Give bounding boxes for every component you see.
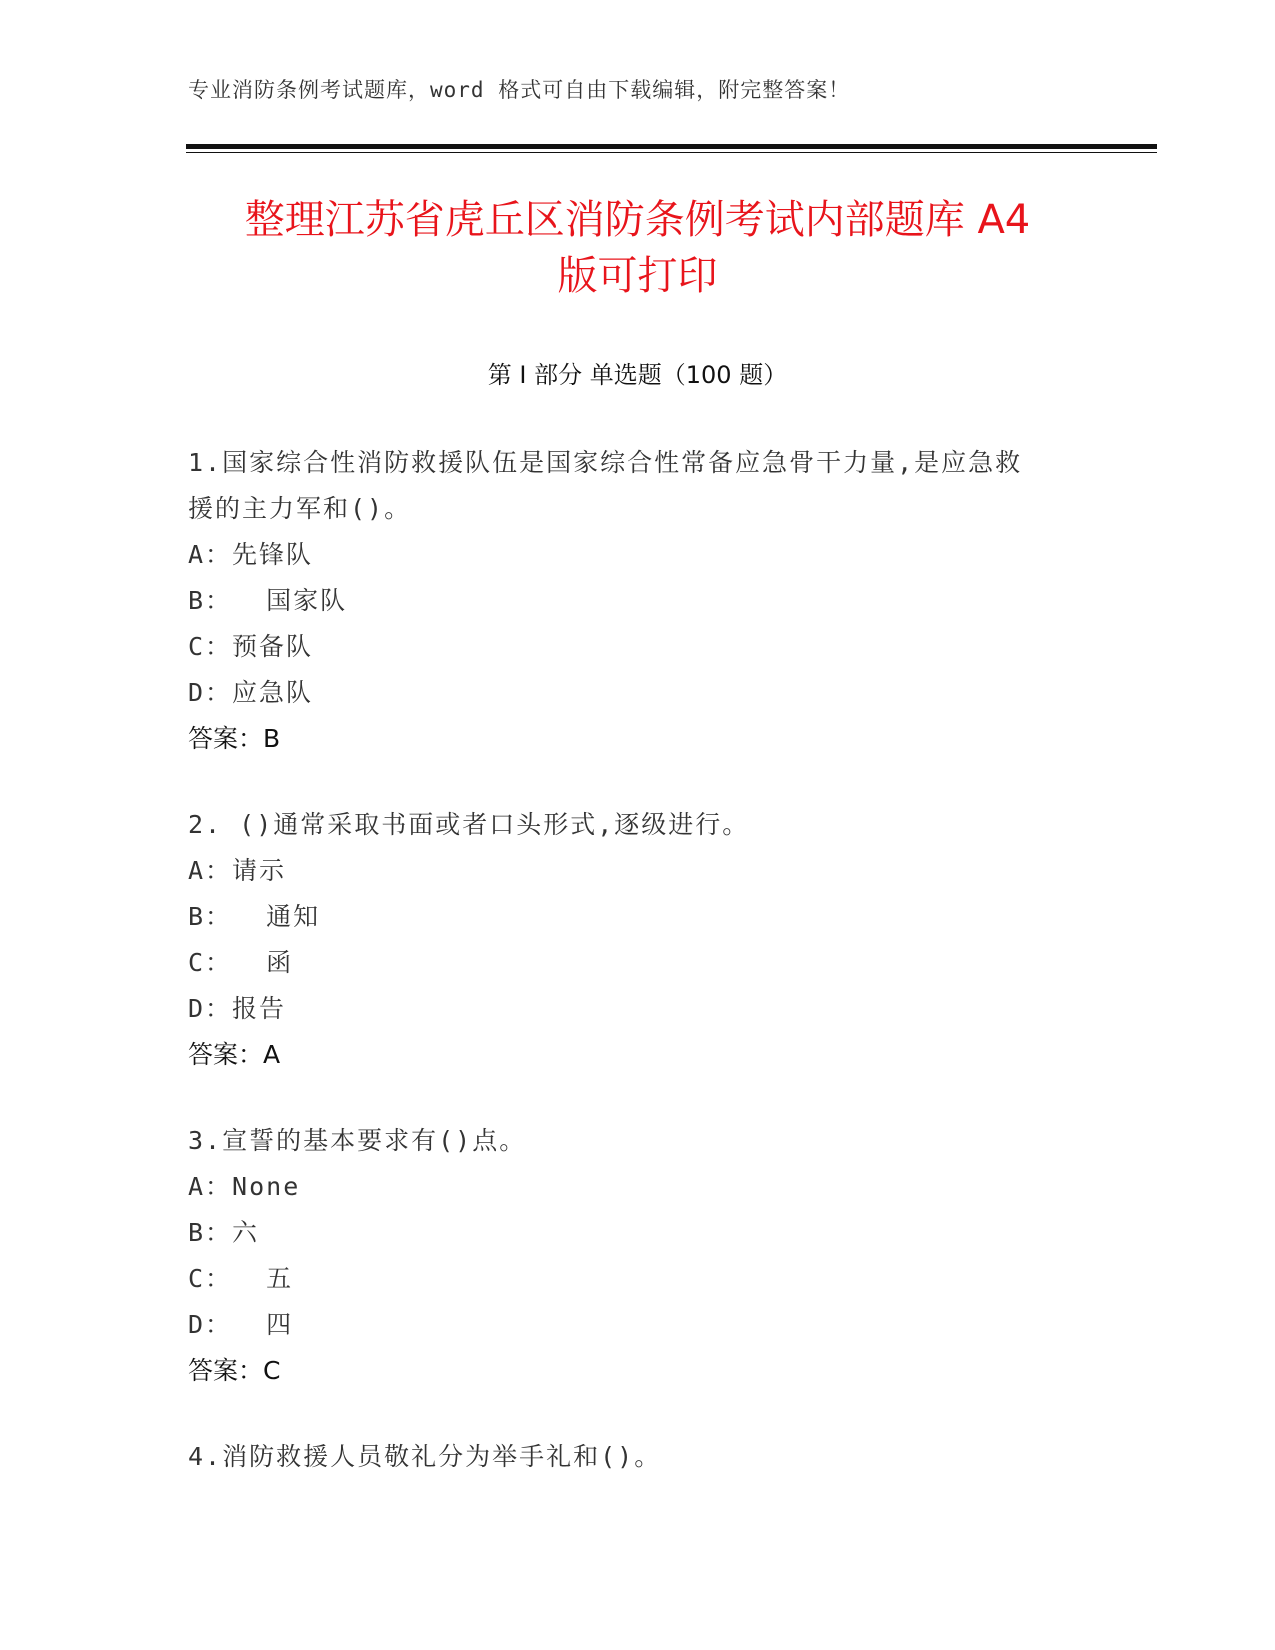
answer-line: 答案：C <box>188 1356 281 1385</box>
option-d: D： 四 <box>188 1310 294 1339</box>
option-d: D：应急队 <box>188 678 314 707</box>
option-a: A：请示 <box>188 856 287 885</box>
question-stem: 1.国家综合性消防救援队伍是国家综合性常备应急骨干力量,是应急救 <box>188 448 1023 477</box>
option-c: C： 函 <box>188 948 294 977</box>
option-a: A：None <box>188 1172 301 1201</box>
answer-line: 答案：B <box>188 724 281 753</box>
question-4 <box>188 1434 1088 1480</box>
option-b: B：六 <box>188 1218 260 1247</box>
option-c: C：预备队 <box>188 632 314 661</box>
option-b: B： 国家队 <box>188 586 348 615</box>
question-stem-continued: 援的主力军和()。 <box>188 494 412 523</box>
answer-line: 答案：A <box>188 1040 281 1069</box>
option-a: A：先锋队 <box>188 540 314 569</box>
document-title-line-1: 整理江苏省虎丘区消防条例考试内部题库 A4 <box>244 197 1031 243</box>
question-1 <box>188 440 1088 762</box>
question-list <box>188 440 1088 1520</box>
question-2 <box>188 802 1088 1078</box>
option-c: C： 五 <box>188 1264 294 1293</box>
question-stem: 3.宣誓的基本要求有()点。 <box>188 1126 527 1155</box>
header-rule-thin <box>186 152 1157 153</box>
document-title <box>150 192 1125 304</box>
option-b: B： 通知 <box>188 902 321 931</box>
header-note: 专业消防条例考试题库，word 格式可自由下载编辑，附完整答案！ <box>188 78 851 102</box>
document-title-line-2: 版可打印 <box>557 253 718 299</box>
question-3 <box>188 1118 1088 1394</box>
header-rule-thick <box>186 144 1157 149</box>
question-stem: 4.消防救援人员敬礼分为举手礼和()。 <box>188 1442 662 1471</box>
question-stem: 2. ()通常采取书面或者口头形式,逐级进行。 <box>188 810 750 839</box>
option-d: D：报告 <box>188 994 287 1023</box>
section-heading: 第 I 部分 单选题（100 题） <box>487 361 788 389</box>
